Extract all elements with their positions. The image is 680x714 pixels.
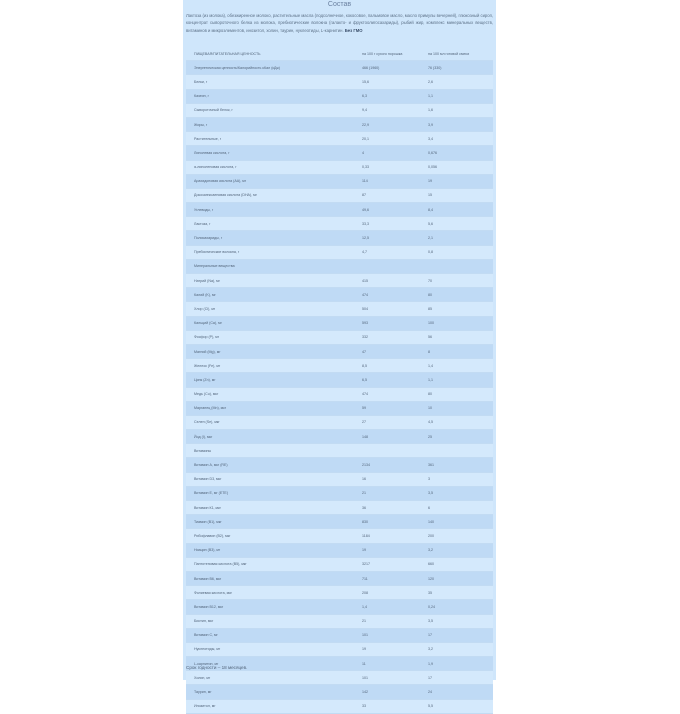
table-row — [186, 175, 493, 189]
row-per-powder: 101 — [362, 633, 368, 638]
row-per-powder: 593 — [362, 321, 368, 326]
row-name: Углеводы, г — [194, 207, 214, 212]
row-per-powder: 19 — [362, 647, 366, 652]
row-name: Натрий (Na), мг — [194, 278, 220, 283]
row-per-powder: 59 — [362, 406, 366, 411]
row-per-powder: 830 — [362, 519, 368, 524]
row-name: Кальций (Ca), мг — [194, 321, 222, 326]
row-per-ml: 76 (330) — [428, 65, 442, 70]
row-name: Холин, мг — [194, 675, 211, 680]
row-name: Инозитол, мг — [194, 704, 216, 709]
row-per-ml: 35 — [428, 590, 432, 595]
row-name: Энергетическая ценность/Калорийность кКал (кДж) — [194, 65, 280, 70]
composition-ingredients: Лактоза (из молока), обезжиренное молоко, растительные масла (подсолнечное, кокосовое, пальмовое масло, масло примулы вечерней), глюкозный сироп, концентрат сывороточного белка из молока, пребиотические волокна (галакто- и фруктоолигосахариды), рыбий жир, комплекс минеральных веществ, витаминов и микроэлементов, инозитол, холин, таурин, нуклеотиды, L-карнитин. — [186, 13, 493, 33]
header-per-ml: на 100 мл готовой смеси — [428, 51, 470, 56]
row-per-ml: 1,4 — [428, 363, 433, 368]
header-per-powder: на 100 г сухого порошка — [362, 51, 403, 56]
row-name: Витамин В12, мкг — [194, 604, 224, 609]
row-per-ml: 3,5 — [428, 491, 433, 496]
row-name: Рибофлавин (В2), мкг — [194, 533, 231, 538]
row-name: Селен (Se), мкг — [194, 420, 220, 425]
row-per-powder: 466 (1960) — [362, 65, 380, 70]
row-per-ml: 80 — [428, 292, 432, 297]
table-row — [186, 246, 493, 260]
gmo-label: Без ГМО — [344, 27, 363, 33]
table-row — [186, 558, 493, 572]
row-per-ml: 24 — [428, 690, 432, 695]
row-per-powder: 6,3 — [362, 94, 367, 99]
table-row — [186, 643, 493, 657]
table-row — [186, 331, 493, 345]
row-name: Витамины — [194, 448, 212, 453]
row-name: Витамин А, мкг (RE) — [194, 463, 228, 468]
row-per-ml: 6 — [428, 505, 430, 510]
row-per-ml: 1,1 — [428, 377, 433, 382]
row-name: Калий (K), мг — [194, 292, 216, 297]
row-per-powder: 332 — [362, 335, 368, 340]
row-per-ml: 3,2 — [428, 647, 433, 652]
row-per-powder: 11 — [362, 661, 366, 666]
row-per-powder: 15,6 — [362, 79, 369, 84]
row-per-powder: 4,7 — [362, 250, 367, 255]
row-name: Таурин, мг — [194, 690, 212, 695]
row-name: Линолевая кислота, г — [194, 150, 230, 155]
table-row — [186, 487, 493, 501]
table-row — [186, 402, 493, 416]
composition-text — [183, 12, 496, 45]
table-row — [186, 416, 493, 430]
row-per-ml: 3,5 — [428, 619, 433, 624]
row-name: Докозагексаеновая кислота (DHA), мг — [194, 193, 257, 198]
row-per-powder: 21 — [362, 491, 366, 496]
table-row — [186, 231, 493, 245]
row-per-ml: 17 — [428, 633, 432, 638]
row-per-powder: 87 — [362, 193, 366, 198]
row-per-ml: 8,4 — [428, 207, 433, 212]
row-name: Лактоза, г — [194, 221, 211, 226]
row-per-powder: 142 — [362, 690, 368, 695]
row-name: Жиры, г — [194, 122, 208, 127]
row-per-powder: 3217 — [362, 562, 370, 567]
row-name: Минеральные вещества — [194, 264, 235, 269]
row-per-powder: 0,33 — [362, 165, 369, 170]
table-row — [186, 317, 493, 331]
row-per-ml: 0,056 — [428, 165, 437, 170]
row-per-powder: 504 — [362, 306, 368, 311]
table-row — [186, 161, 493, 175]
row-per-ml: 120 — [428, 576, 434, 581]
row-name: Цинк (Zn), мг — [194, 377, 216, 382]
table-row — [186, 345, 493, 359]
row-per-ml: 0,8 — [428, 250, 433, 255]
table-row — [186, 217, 493, 231]
row-per-ml: 56 — [428, 335, 432, 340]
table-row — [186, 515, 493, 529]
row-per-ml: 2,1 — [428, 236, 433, 241]
row-name: Нуклеотиды, мг — [194, 647, 221, 652]
table-row — [186, 274, 493, 288]
table-row — [186, 118, 493, 132]
table-row — [186, 260, 493, 274]
table-row — [186, 430, 493, 444]
row-name: Хлор (Cl), мг — [194, 306, 216, 311]
table-row — [186, 501, 493, 515]
row-name: Марганец (Mn), мкг — [194, 406, 227, 411]
row-per-ml: 1,6 — [428, 108, 433, 113]
table-row — [186, 61, 493, 75]
row-per-ml: 5,5 — [428, 704, 433, 709]
table-row — [186, 104, 493, 118]
row-per-ml: 3,9 — [428, 122, 433, 127]
section-title: Состав — [327, 1, 352, 8]
row-per-powder: 114 — [362, 179, 368, 184]
table-row — [186, 388, 493, 402]
table-row — [186, 288, 493, 302]
table-row — [186, 685, 493, 699]
row-per-ml: 660 — [428, 562, 434, 567]
row-name: Биотин, мкг — [194, 619, 214, 624]
row-name: Растительные, г — [194, 136, 222, 141]
table-row — [186, 458, 493, 472]
row-per-ml: 140 — [428, 519, 434, 524]
row-per-ml: 8 — [428, 349, 430, 354]
row-per-powder: 4 — [362, 150, 364, 155]
row-name: Белки, г — [194, 79, 208, 84]
table-row — [186, 615, 493, 629]
row-per-ml: 1,1 — [428, 94, 433, 99]
row-per-powder: 474 — [362, 392, 368, 397]
row-per-ml: 25 — [428, 434, 432, 439]
row-per-ml: 17 — [428, 675, 432, 680]
row-per-ml: 2,6 — [428, 79, 433, 84]
row-name: Арахидоновая кислота (АА), мг — [194, 179, 247, 184]
table-row — [186, 629, 493, 643]
table-row — [186, 473, 493, 487]
row-per-ml: 15 — [428, 193, 432, 198]
composition-panel — [183, 0, 496, 709]
row-per-ml: 80 — [428, 392, 432, 397]
table-row — [186, 75, 493, 89]
row-name: Витамин К1, мкг — [194, 505, 221, 510]
row-per-powder: 19 — [362, 548, 366, 553]
row-per-powder: 2134 — [362, 463, 370, 468]
row-name: Пантотеновая кислота (В5), мкг — [194, 562, 247, 567]
table-row — [186, 444, 493, 458]
row-per-ml: 3 — [428, 477, 430, 482]
row-per-powder: 16 — [362, 477, 366, 482]
row-name: Сывороточный белок, г — [194, 108, 233, 113]
row-name: Витамин В6, мкг — [194, 576, 222, 581]
row-name: Витамин D3, мкг — [194, 477, 222, 482]
row-per-powder: 8,5 — [362, 363, 367, 368]
row-per-powder: 415 — [362, 278, 368, 283]
table-row — [186, 671, 493, 685]
table-row — [186, 189, 493, 203]
row-per-powder: 27 — [362, 420, 366, 425]
row-per-powder: 1184 — [362, 533, 370, 538]
row-per-ml: 100 — [428, 321, 434, 326]
row-per-ml: 19 — [428, 179, 432, 184]
row-name: Полисахариды, г — [194, 236, 223, 241]
row-per-powder: 101 — [362, 675, 368, 680]
row-per-powder: 1,4 — [362, 604, 367, 609]
row-per-powder: 6,5 — [362, 377, 367, 382]
table-row — [186, 529, 493, 543]
table-header — [186, 47, 493, 61]
row-name: Ниацин (В3), мг — [194, 548, 221, 553]
row-per-powder: 36 — [362, 505, 366, 510]
row-name: Фосфор (P), мг — [194, 335, 220, 340]
shelf-life: Срок годности – 18 месяцев. — [186, 665, 248, 670]
row-per-powder: 20,1 — [362, 136, 369, 141]
header-name: ПИЩЕВАЯ/ПИТАТЕЛЬНАЯ ЦЕННОСТЬ — [194, 51, 261, 56]
row-per-powder: 9,4 — [362, 108, 367, 113]
row-per-ml: 85 — [428, 306, 432, 311]
row-per-ml: 0,676 — [428, 150, 437, 155]
table-row — [186, 586, 493, 600]
row-per-powder: 474 — [362, 292, 368, 297]
table-row — [186, 572, 493, 586]
row-per-powder: 711 — [362, 576, 368, 581]
row-per-ml: 0,24 — [428, 604, 435, 609]
row-name: Пребиотические волокна, г — [194, 250, 240, 255]
row-per-ml: 5,6 — [428, 221, 433, 226]
row-per-ml: 70 — [428, 278, 432, 283]
table-row — [186, 132, 493, 146]
row-per-ml: 4,5 — [428, 420, 433, 425]
row-per-powder: 21 — [362, 619, 366, 624]
row-per-ml: 3,4 — [428, 136, 433, 141]
row-per-powder: 12,5 — [362, 236, 369, 241]
table-row — [186, 600, 493, 614]
row-per-ml: 200 — [428, 533, 434, 538]
table-row — [186, 359, 493, 373]
table-row — [186, 373, 493, 387]
row-per-powder: 22,9 — [362, 122, 369, 127]
row-per-powder: 148 — [362, 434, 368, 439]
table-row — [186, 302, 493, 316]
row-name: Медь (Cu), мкг — [194, 392, 219, 397]
table-row — [186, 700, 493, 714]
row-name: Витамин С, мг — [194, 633, 218, 638]
row-name: Тиамин (В1), мкг — [194, 519, 222, 524]
row-per-ml: 3,2 — [428, 548, 433, 553]
row-per-powder: 49,6 — [362, 207, 369, 212]
row-name: α-линоленовая кислота, г — [194, 165, 237, 170]
row-per-ml: 1,9 — [428, 661, 433, 666]
row-per-powder: 208 — [362, 590, 368, 595]
row-name: Йод (I), мкг — [194, 434, 213, 439]
table-row — [186, 544, 493, 558]
table-row — [186, 203, 493, 217]
table-row — [186, 90, 493, 104]
row-name: Казеин, г — [194, 94, 209, 99]
row-per-powder: 33 — [362, 704, 366, 709]
row-name: Железо (Fe), мг — [194, 363, 221, 368]
row-per-ml: 361 — [428, 463, 434, 468]
table-row — [186, 146, 493, 160]
row-per-powder: 33,3 — [362, 221, 369, 226]
nutrition-table — [186, 47, 493, 714]
row-name: L-карнитин, мг — [194, 661, 219, 666]
row-name: Магний (Mg), мг — [194, 349, 221, 354]
row-name: Витамин Е, мг (ЕТЕ) — [194, 491, 229, 496]
row-per-ml: 10 — [428, 406, 432, 411]
row-name: Фолиевая кислота, мкг — [194, 590, 232, 595]
row-per-powder: 47 — [362, 349, 366, 354]
